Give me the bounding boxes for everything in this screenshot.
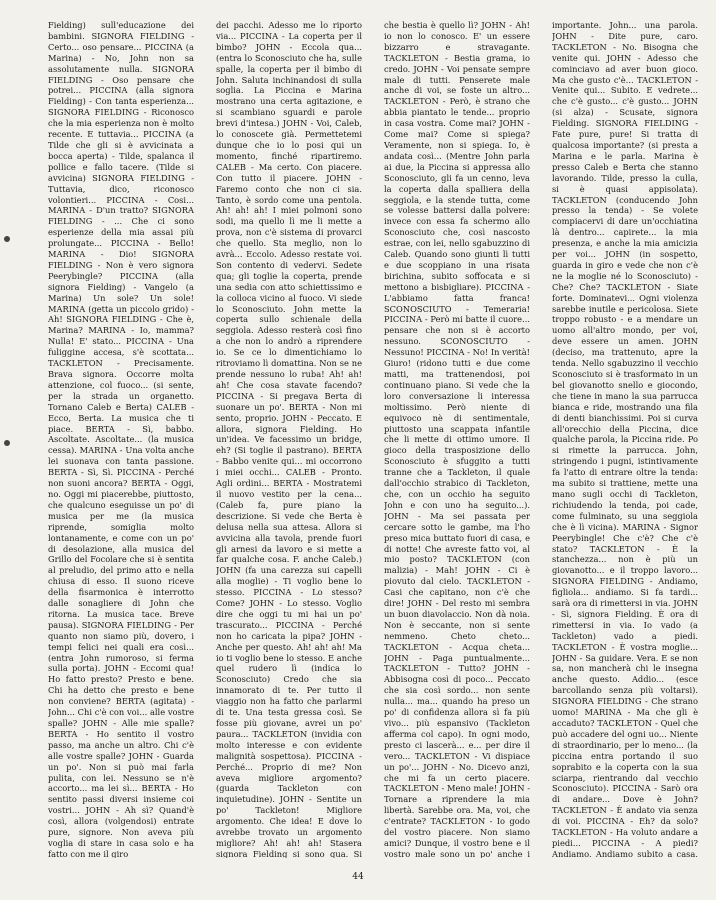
text-column-1 [48,20,194,858]
column-2-text: dei pacchi. Adesso me lo riporto via... PICCINA - La coperta per il bimbo? JOHN - Eccola qua... (entra lo Sconosciuto che ha, sulle spalle, la coperta per il bimbo di John. Saluta inchinandosi di sulla soglia. La Piccina e Marina mostrano una certa agitazione, e si scambiano sguardi e parole brevi d'intesa.) JOHN - Voi, Caleb, lo conoscete già. Permettetemi dunque che io lo posi qui un momento, finché ripartiremo. CALEB - Ma certo. Con piacere. Con tutto il piacere. JOHN - Faremo conto che non ci sia. Tanto, è sordo come una pentola. Ah! ah! ah! I miei polmoni sono sodi, ma quello lì me li mette a prova, non c'è sistema di provarci che quello. Sta meglio, non lo avrà... Eccolo. Adesso restate voi. Son contento di vedervi. Sedete qua; gli toglie la coperta, prende una sedia con atto schiettissimo e la colloca vicino al fuoco. Vi siede lo Sconosciuto. John mette la coperta sullo schienale della seggiola. Adesso resterà così fino a che non lo andrò a riprendere io. Se ce lo dimentichiamo lo ritroviamo lì domattina. Non se ne prende nessuno lo ruba! Ah! ah! ah! Che cosa stavate facendo? PICCINA - Si pregava Berta di suonare un po'. BERTA - Non mi sento, proprio. JOHN - Peccato. E allora, signora Fielding. Ho un'idea. Ve facessimo un bridge, eh? (Si toglie il pastrano). BERTA - Babbo venite qui... mi occorrono i miei occhi... CALEB - Pronto. Agli ordini... BERTA - Mostratemi il nuovo vestito per la cena... (Caleb fa, pure piano la descrizione. Si vede che Berta è delusa nella sua attesa. Allora si avvicina alla tavola, prende fuori gli arnesi da lavoro e si mette a far qualche cosa. F. anche Caleb.) JOHN (fa una carezza sui capelli alla moglie) - Ti voglio bene lo stesso. PICCINA - Lo stesso? Come? JOHN - Lo stesso. Voglio dire che oggi tu mi hai un po' trascurato... PICCINA - Perché non ho caricata la pipa? JOHN - Anche per questo. Ah! ah! ah! Ma io ti voglio bene lo stesso. E anche quel rudero lì (indica lo Sconosciuto) Credo che sia innamorato di te. Per tutto il viaggio non ha fatto che parlarmi di te. Una testa gressa così. Se fosse più giovane, avrei un po' paura... TACKLETON (invidia con molto interesse e con evidente malignità sospettosa). PICCINA - Perché... Proprio di me? Non aveva migliore argomento? (guarda Tackleton con inquietudine). JOHN - Sentite un po' Tackleton! Migliore argomento. Che idea! E dove lo avrebbe trovato un argomento migliore? Ah! ah! ah! Stasera signora Fielding si sono qua. Si [216,20,362,858]
column-4-text: importante. John... una parola. JOHN - Dite pure, caro. TACKLETON - No. Bisogna che venite qui. JOHN - Adesso che cominciavo ad aver buon gioco. Ma che gusto c'è... TACKLETON - Venite qui... Subito. E vedrete... che c'è gusto... c'è gusto... JOHN (si alza) - Scusate, signora Fielding. SIGNORA FIELDING - Fate pure, pure! Si tratta di qualcosa importante? (si presta a Marina e le parla. Marina è presso Caleb e Berta che stanno lavorando. Tilde, presso la culla, si è quasi appisolata). TACKLETON (conducendo John presso la tenda) - Se volete compiacervi di dare un'occhiatina là dentro... capirete... la mia presenza, e anche la mia amicizia per voi... JOHN (in sospetto, guarda in giro e vede che non c'è ne la moglie né lo Sconosciuto) - Che? Che? TACKLETON - Siate forte. Dominatevi... Ogni violenza sarebbe inutile e pericolosa. Siete troppo robusto - e a mendare un uomo all'altro mondo, per voi, deve essere un amen. JOHN (deciso, ma trattenuto, apre la tenda. Nello sgabuzzino il vecchio Sconosciuto si è trasformato in un bel giovanotto snello e giocondo, che tiene in mano la sua parrucca bianca e ride, mostrando una fila di denti bianchissimi. Poi si curva all'orecchio della Piccina, dice qualche parola, la Piccina ride. Po si rimette la parrucca. John, stringendo i pugni, istintivamente fa l'atto di entrare oltre la tenda: ma subito si trattiene, mette una mano sugli occhi di Tackleton, richiudendo la tenda, poi cade, come fulminato, su una seggiola che è lì vicina). MARINA - Signor Peerybingle! Che c'è? Che c'è stato? TACKLETON - È la stanchezza... non è più un giovanotto... e il troppo lavoro... SIGNORA FIELDING - Andiamo, figliola... andiamo. Si fa tardi... sarà ora di rimettersi in via. JOHN - Sì, signora Fielding. È ora di rimettersi in via. Io vado (a Tackleton) vado a piedi. TACKLETON - È vostra moglie... JOHN - Sa guidare. Vera. E se non sa, non mancherà chi le insegna anche questo. Addio... (esce barcollando senza più voltarsi). SIGNORA FIELDING - Che strano uomo! MARINA - Ma che gli è accaduto? TACKLETON - Quel che può accadere del ogni uo... Niente di straordinario, per lo meno... (la piccina entra portando il suo soprabito e la coperta con la sua sciarpa, rientrando dal vecchio Sconosciuto). PICCINA - Sarò ora di andare... Dove è John? TACKLETON - È andato via senza di voi. PICCINA - Eh? da solo? TACKLETON - Ha voluto andare a piedi... PICCINA - A piedi? Andiamo. Andiamo subito a casa. [552,20,698,858]
binding-hole-mark [4,440,10,446]
page-number: 44 [352,872,364,882]
text-column-3 [384,20,530,858]
document-page [48,20,700,865]
binding-hole-mark [4,236,10,242]
column-1-text: Fielding) sull'educazione dei bambini. SIGNORA FIELDING - Certo... oso pensare... PICCINA (a Marina) - No, John non sa assolutamente nulla. SIGNORA FIELDING - Oso pensare che potrei... PICCINA (alla signora Fielding) - Con tanta esperienza... SIGNORA FIELDING - Riconosco che la mia esperienza non è molto recente. E tuttavia... PICCINA (a Tilde che gli si è avvicinata a bocca aperta) - Tilde, spalanca il pollice e fallo tacere. (Tilde si avvicina) SIGNORA FIELDING - Tuttavia, dico, riconosco volontieri... PICCINA - Cosi... MARINA - D'un tratto? SIGNORA FIELDING - ... Che ci sono esperienze della mia assai più prolungate... PICCINA - Bello! MARINA - Dio! SIGNORA FIELDING - Non è vero signora Peerybingle? PICCINA (alla signora Fielding) - Vangelo (a Marina) Un sole? Un sole! MARINA (getta un piccolo grido) - Ah! SIGNORA FIELDING - Che è, Marina? MARINA - Io, mamma? Nulla! E' stato... PICCINA - Una fuliggine accesa, s'è scottata... TACKLETON - Precisamente. Brava signora. Occorre molta attenzione, col fuoco... (si sente, per la strada un organetto. Tornano Caleb e Berta) CALEB - Ecco, Berta. La musica che ti piace. BERTA - Sì, babbo. Ascoltate. Ascoltate... (la musica cessa). MARINA - Una volta anche lei suonava con tanta passione. BERTA - Sì, Sì. PICCINA - Perché non suoni ancora? BERTA - Oggi, no. Oggi mi piacerebbe, piuttosto, che qualcuno eseguisse un po' di musica per me (la musica riprende, somiglia molto lontanamente, e come con un po' di desolazione, alla musica del Grillo del Focolare che si è sentita al preludio, del primo atto e nella chiusa di esso. Il suono riceve della fisarmonica è interrotto dalle sonagliere di John che ritorna. La musica tace. Breve pausa). SIGNORA FIELDING - Per quanto non siamo più, dovero, i tempi felici nei quali era così... (entra John rumoroso, si ferma sulla porta). JOHN - Eccomi qua! Ho fatto presto? Presto e bene. Chi ha detto che presto e bene non conviene? BERTA (agitata) - John... Chi c'è con voi... alle vostre spalle? JOHN - Alle mie spalle? BERTA - Ho sentito il vostro passo, ma anche un altro. Chi c'è alle vostre spalle? JOHN - Guarda un po'. Non si può mai farla pulita, con lei. Nessuno se n'è accorto... ma lei sì... BERTA - Ho sentito passi diversi insieme coi vostri... JOHN - Ah sì? Quand'è così, allora (volgendosi) entrate pure, signore. Non aveva più voglia di stare in casa solo e ha fatto con me il giro [48,20,194,858]
text-column-2 [216,20,362,858]
column-3-text: che bestia è quello lì? JOHN - Ah! io non lo conosco. E' un essere bizzarro e stravagante. TACKLETON - Bestia grama, io credo. JOHN - Voi pensate sempre male di tutti. Penserete male anche di voi, se foste un altro... TACKLETON - Però, è strano che abbia piantato le tende... proprio in casa vostra. Come mai? JOHN - Come mai? Come si spiega? Veramente, non si spiega. Io, è andata così... (Mentre John parla ai due, la Piccina si appressa allo Sconosciuto, gli fa un cenno, leva la coperta dalla spalliera della seggiola, e la stende tutta, come se volesse battersi dalla polvere: invece con essa fa schermo allo Sconosciuto che, così nascosto estrae, con lei, nello sgabuzzino di Caleb. Quando sono giunti lì tutti e due scoppiano in una risata birichina, subito soffocata e si mettono a bisbigliare). PICCINA - L'abbiamo fatta franca! SCONOSCIUTO - Temeraria! PICCINA - Però mi batte il cuore... pensare che non si è accorto nessuno. SCONOSCIUTO - Nessuno! PICCINA - No! In verità! Giuro! (ridono tutti e due come matti, ma trattenendosi, poi continuano piano. Si vede che la loro conversazione li interessa moltissimo. Però niente di equivoco nè di sentimentale, piuttosto una scappata infantile che li mette di ottimo umore. Il gioco della trasposizione dello Sconosciuto è sfuggito a tutti tranne che a Tackleton, il quale dall'occhio strabico di Tackleton, che, con un occhio ha seguito John e con uno ha seguito...). JOHN - Ma sei passata per cercare sotto le gambe, ma l'ho preso mica buttato fuori di casa, e di notte! Che avreste fatto voi, al mio posto? TACKLETON (con malizia) - Mah! JOHN - Ci è piovuto dal cielo. TACKLETON - Casi che capitano, non c'è che dire! JOHN - Del resto mi sembra un buon diavolaccio. Non dà noia. Non è seccante, non si sente nemmeno. Cheto cheto... TACKLETON - Acqua cheta... JOHN - Paga puntualmente... TACKLETON - Tutto? JOHN - Abbisogna così di poco... Peccato che sia così sordo... non sente nulla... ma... quando ha preso un po' di confidenza allora sì fa più vivo... più espansivo (Tackleton afferma col capo). In ogni modo, presto ci lascerà... e... per dire il vero... TACKLETON - Vi dispiace un po'... JOHN - No. Dicevo anzi, che mi fa un certo piacere. TACKLETON - Meno male! JOHN - Tornare a riprendere la mia libertà. Sarebbe ora. Ma, voi, che c'entrate? TACKLETON - Io godo del vostro piacere. Non siamo amici? Dunque, il vostro bene e il vostro male sono un po' anche i [384,20,530,858]
text-column-4 [552,20,698,858]
